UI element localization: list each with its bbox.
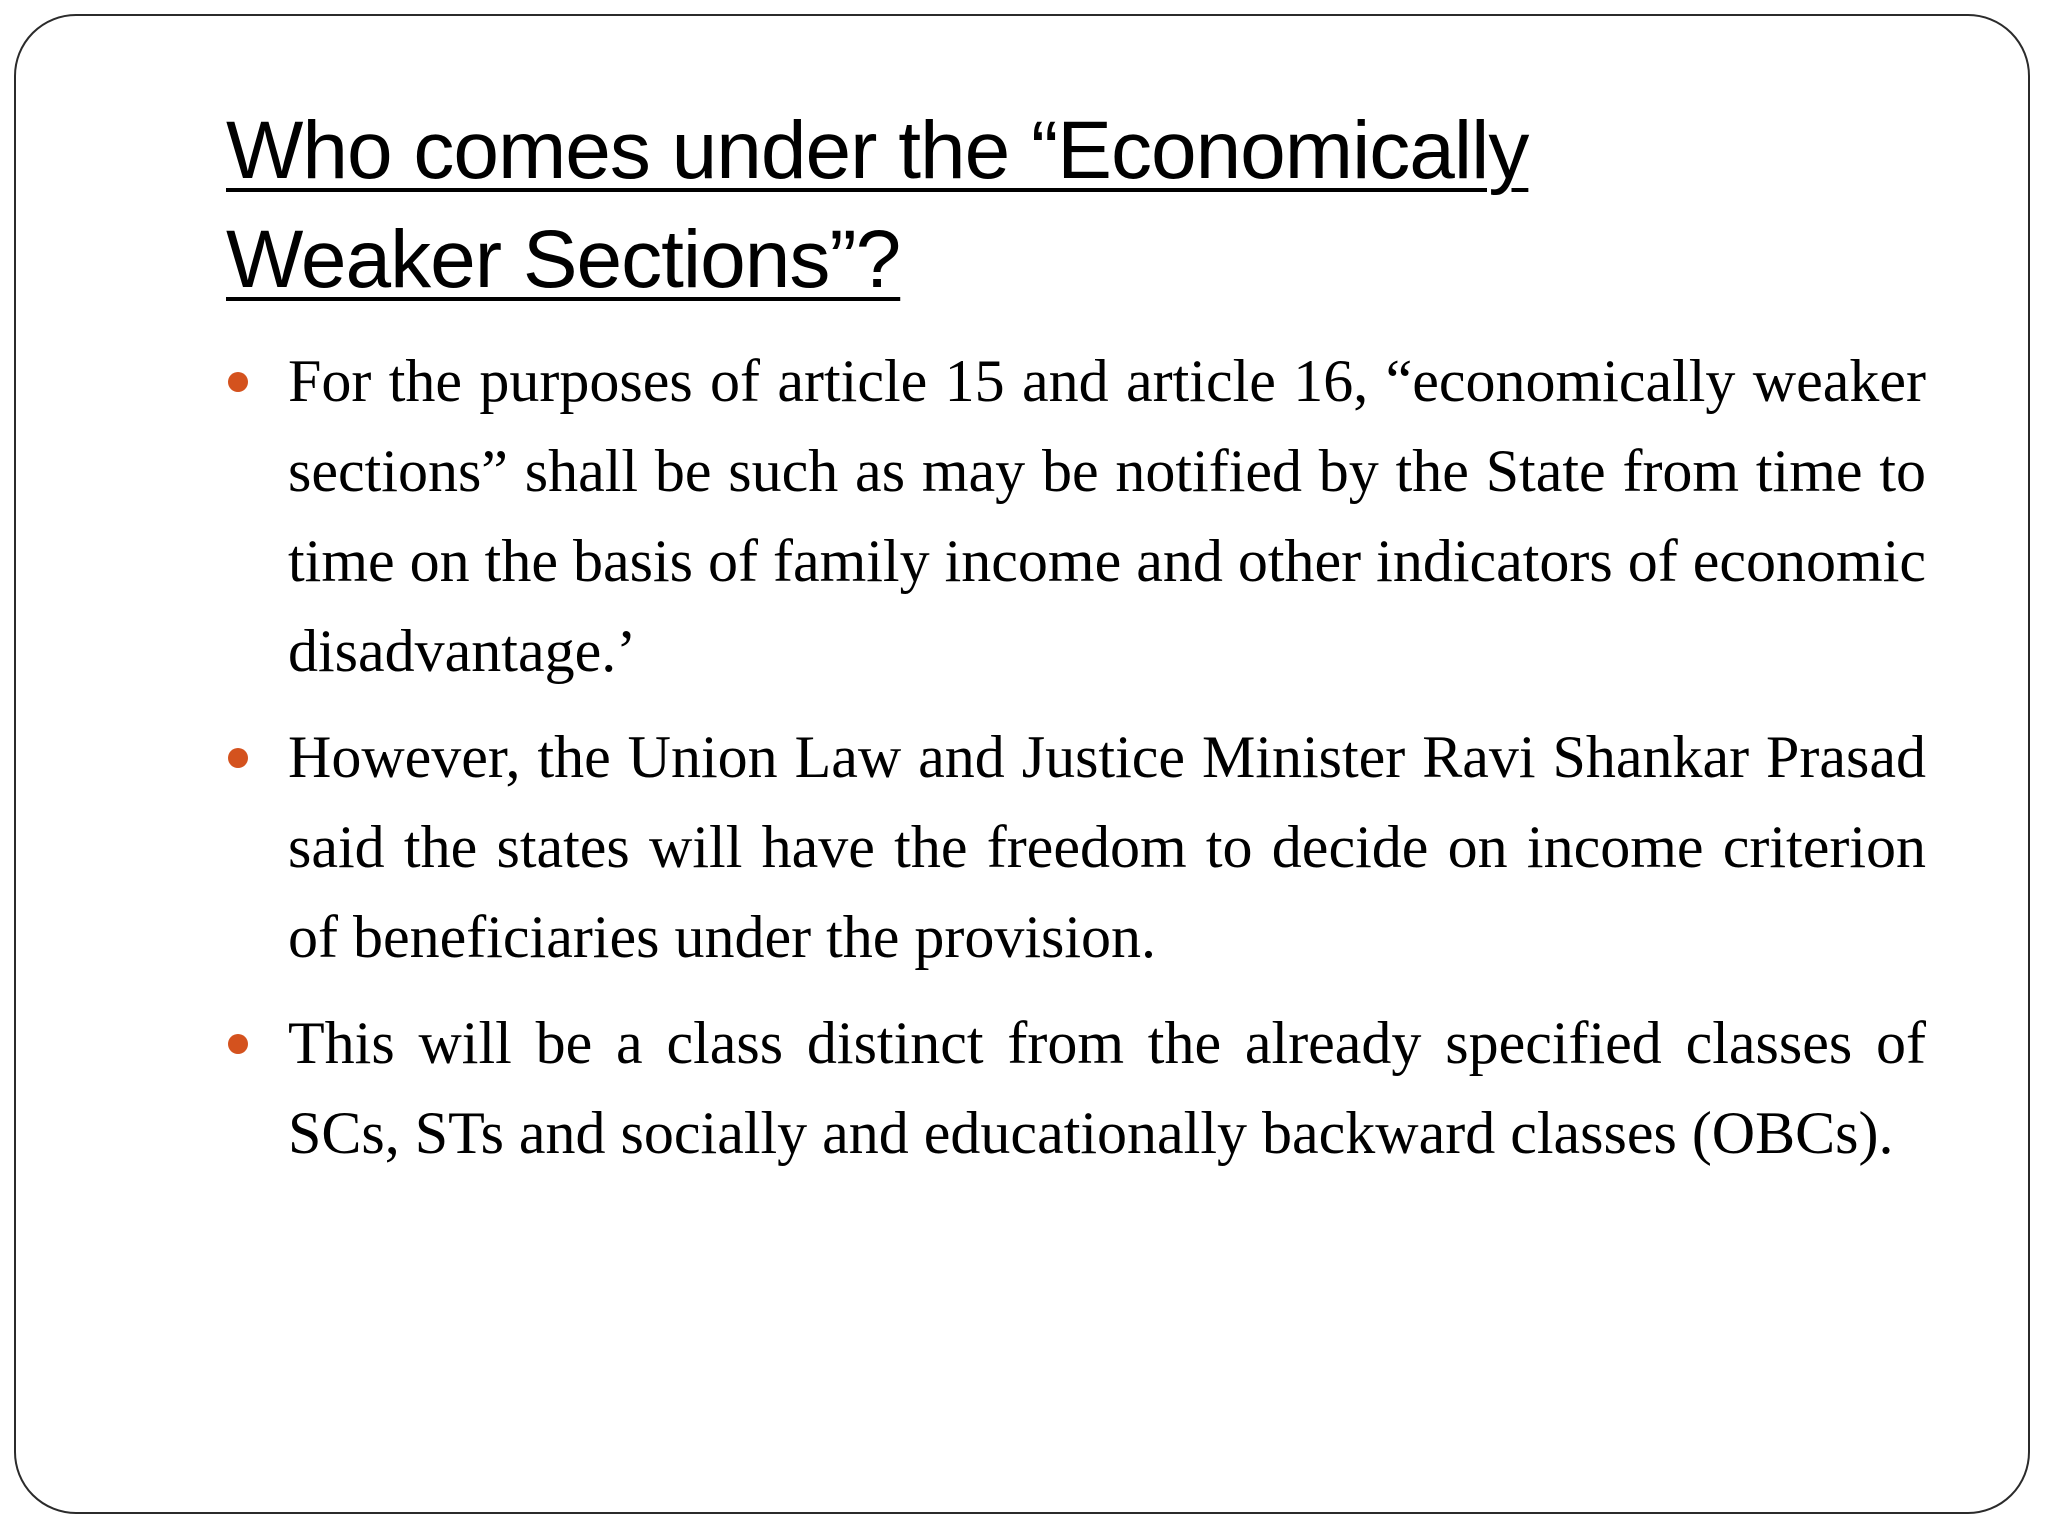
bullet-dot-icon (228, 748, 248, 768)
bullet-item-1 (226, 336, 1926, 696)
bullet-list (226, 336, 1926, 1194)
slide-title-line-2: Weaker Sections”? (226, 214, 901, 305)
bullet-dot-icon (228, 372, 248, 392)
bullet-text-3: This will be a class distinct from the already specified classes of SCs, STs and socially and educationally backward classes (OBCs). (288, 1010, 1926, 1166)
slide-title (226, 96, 1866, 314)
bullet-text-2: However, the Union Law and Justice Minister Ravi Shankar Prasad said the states will have the freedom to decide on income criterion of beneficiaries under the provision. (288, 724, 1926, 970)
bullet-item-3 (226, 998, 1926, 1178)
bullet-dot-icon (228, 1034, 248, 1054)
slide-title-line-1: Who comes under the “Economically (226, 105, 1529, 196)
bullet-item-2 (226, 712, 1926, 982)
bullet-text-1: For the purposes of article 15 and article 16, “economically weaker sections” shall be such as may be notified by the State from time to time on the basis of family income and other indicators of economic disadvantage.’ (288, 348, 1926, 684)
